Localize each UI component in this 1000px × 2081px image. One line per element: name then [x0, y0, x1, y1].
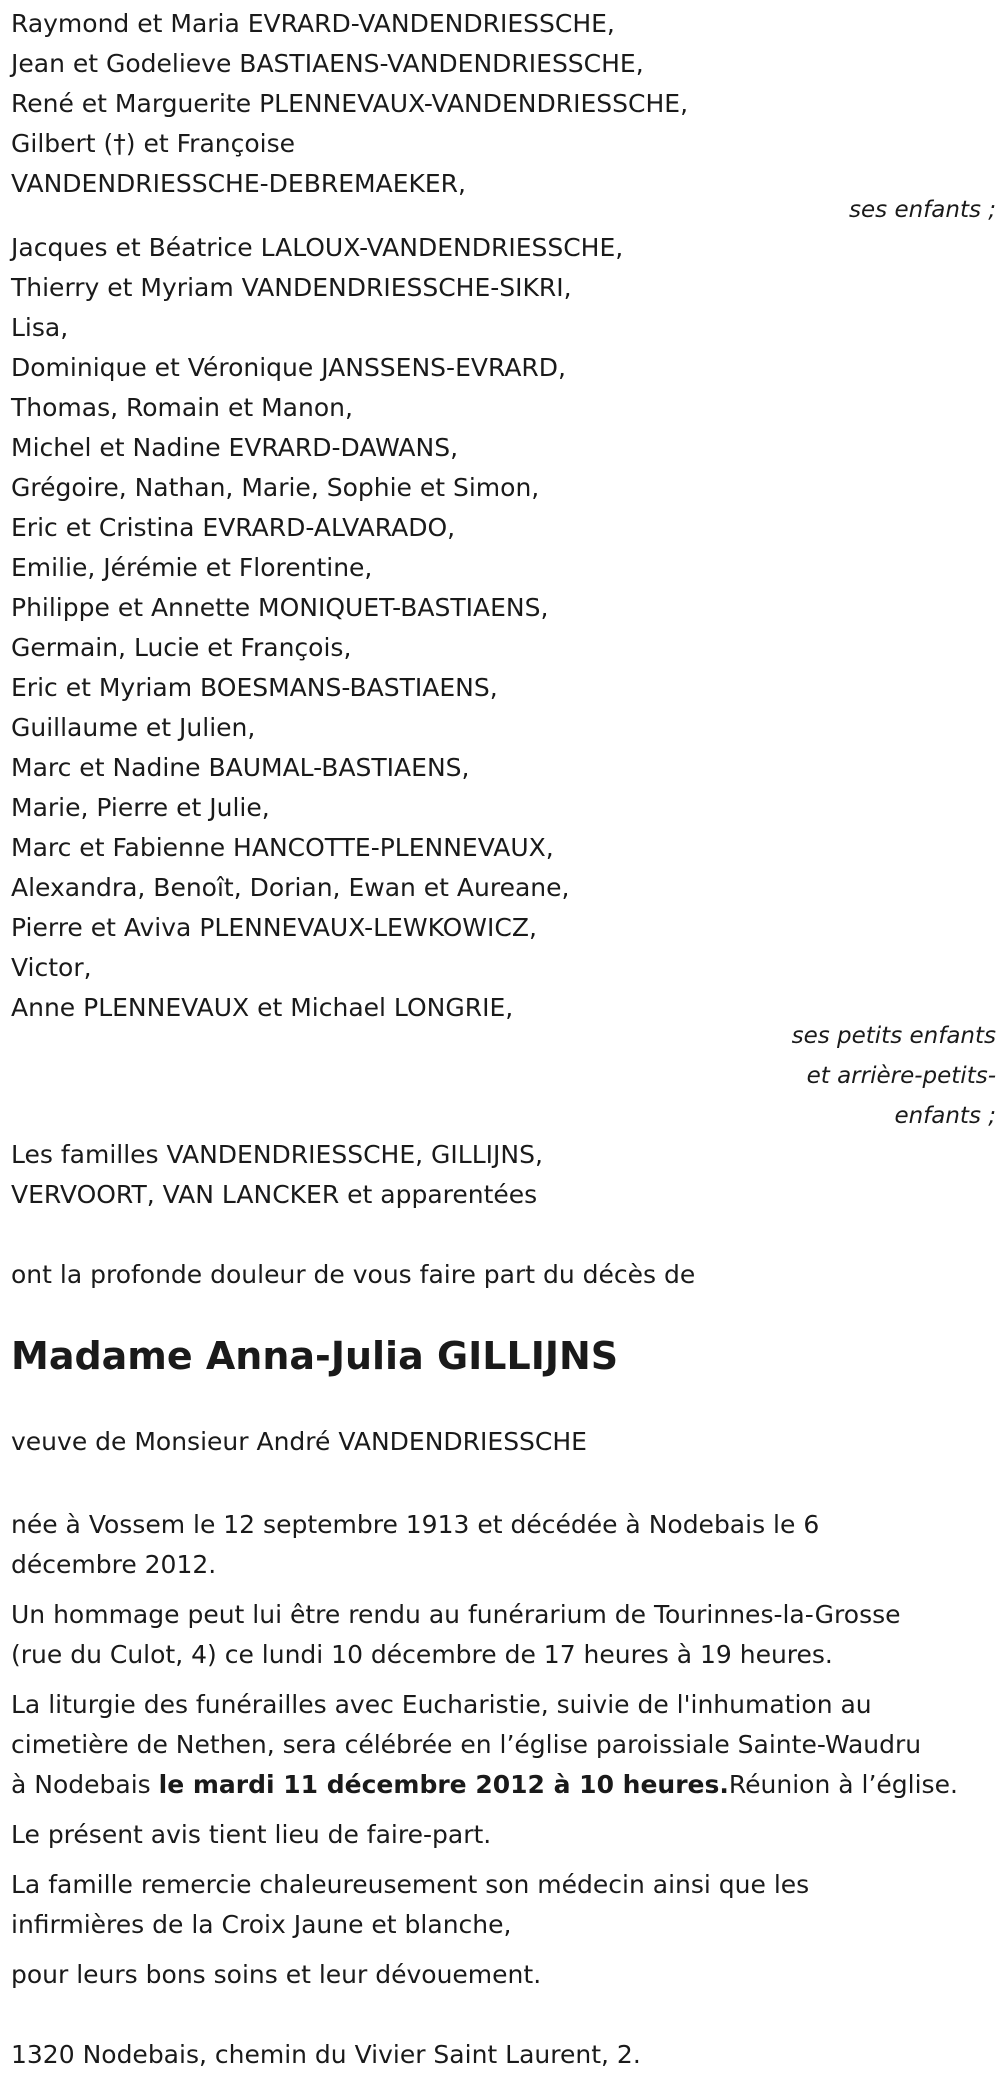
- grandchildren-line-8: Eric et Cristina EVRARD-ALVARADO,: [11, 513, 456, 542]
- grandchildren-label-2: et arrière-petits-: [806, 1063, 996, 1089]
- grandchildren-line-6: Michel et Nadine EVRARD-DAWANS,: [11, 433, 459, 462]
- grandchildren-line-4: Dominique et Véronique JANSSENS-EVRARD,: [11, 353, 566, 382]
- children-line-3: René et Marguerite PLENNEVAUX-VANDENDRIESSCHE,: [11, 89, 689, 118]
- grandchildren-line-9: Emilie, Jérémie et Florentine,: [11, 553, 373, 582]
- families-line-1: Les familles VANDENDRIESSCHE, GILLIJNS,: [11, 1140, 543, 1169]
- liturgy-line-1: La liturgie des funérailles avec Eucharistie, suivie de l'inhumation au: [11, 1690, 872, 1719]
- grandchildren-line-14: Marc et Nadine BAUMAL-BASTIAENS,: [11, 753, 470, 782]
- children-label: ses enfants ;: [849, 197, 996, 223]
- tribute-line-2: (rue du Culot, 4) ce lundi 10 décembre de 17 heures à 19 heures.: [11, 1640, 833, 1669]
- announcement: ont la profonde douleur de vous faire part du décès de: [11, 1260, 696, 1289]
- children-line-4: Gilbert (†) et Françoise: [11, 129, 296, 158]
- liturgy-line-2: cimetière de Nethen, sera célébrée en l’église paroissiale Sainte-Waudru: [11, 1730, 922, 1759]
- address: 1320 Nodebais, chemin du Vivier Saint Laurent, 2.: [11, 2040, 641, 2069]
- children-line-2: Jean et Godelieve BASTIAENS-VANDENDRIESSCHE,: [11, 49, 644, 78]
- grandchildren-line-12: Eric et Myriam BOESMANS-BASTIAENS,: [11, 673, 498, 702]
- tribute-line-1: Un hommage peut lui être rendu au funérarium de Tourinnes-la-Grosse: [11, 1600, 901, 1629]
- grandchildren-label-3: enfants ;: [894, 1103, 996, 1129]
- grandchildren-line-18: Pierre et Aviva PLENNEVAUX-LEWKOWICZ,: [11, 913, 537, 942]
- children-line-5: VANDENDRIESSCHE-DEBREMAEKER,: [11, 169, 466, 198]
- grandchildren-line-15: Marie, Pierre et Julie,: [11, 793, 270, 822]
- families-line-2: VERVOORT, VAN LANCKER et apparentées: [11, 1180, 538, 1209]
- widow-of: veuve de Monsieur André VANDENDRIESSCHE: [11, 1427, 587, 1456]
- grandchildren-line-20: Anne PLENNEVAUX et Michael LONGRIE,: [11, 993, 514, 1022]
- grandchildren-line-13: Guillaume et Julien,: [11, 713, 256, 742]
- thanks-line-2: infirmières de la Croix Jaune et blanche,: [11, 1910, 512, 1939]
- grandchildren-line-17: Alexandra, Benoît, Dorian, Ewan et Aureane,: [11, 873, 570, 902]
- grandchildren-label-1: ses petits enfants: [791, 1023, 996, 1049]
- liturgy-suffix: Réunion à l’église.: [728, 1770, 958, 1799]
- liturgy-date: le mardi 11 décembre 2012 à 10 heures.: [158, 1770, 729, 1799]
- grandchildren-line-10: Philippe et Annette MONIQUET-BASTIAENS,: [11, 593, 549, 622]
- grandchildren-line-19: Victor,: [11, 953, 92, 982]
- grandchildren-line-1: Jacques et Béatrice LALOUX-VANDENDRIESSCHE,: [11, 233, 624, 262]
- grandchildren-line-16: Marc et Fabienne HANCOTTE-PLENNEVAUX,: [11, 833, 554, 862]
- deceased-name: Madame Anna-Julia GILLIJNS: [11, 1334, 619, 1378]
- grandchildren-line-3: Lisa,: [11, 313, 69, 342]
- notice: Le présent avis tient lieu de faire-part.: [11, 1820, 492, 1849]
- thanks-end: pour leurs bons soins et leur dévouement.: [11, 1960, 542, 1989]
- liturgy-prefix: à Nodebais: [11, 1770, 159, 1799]
- grandchildren-line-11: Germain, Lucie et François,: [11, 633, 352, 662]
- birth-death-line-1: née à Vossem le 12 septembre 1913 et décédée à Nodebais le 6: [11, 1510, 820, 1539]
- liturgy-line-3: [11, 1765, 958, 1805]
- thanks-line-1: La famille remercie chaleureusement son médecin ainsi que les: [11, 1870, 810, 1899]
- children-line-1: Raymond et Maria EVRARD-VANDENDRIESSCHE,: [11, 9, 615, 38]
- birth-death-line-2: décembre 2012.: [11, 1550, 217, 1579]
- grandchildren-line-7: Grégoire, Nathan, Marie, Sophie et Simon,: [11, 473, 540, 502]
- grandchildren-line-5: Thomas, Romain et Manon,: [11, 393, 353, 422]
- grandchildren-line-2: Thierry et Myriam VANDENDRIESSCHE-SIKRI,: [11, 273, 572, 302]
